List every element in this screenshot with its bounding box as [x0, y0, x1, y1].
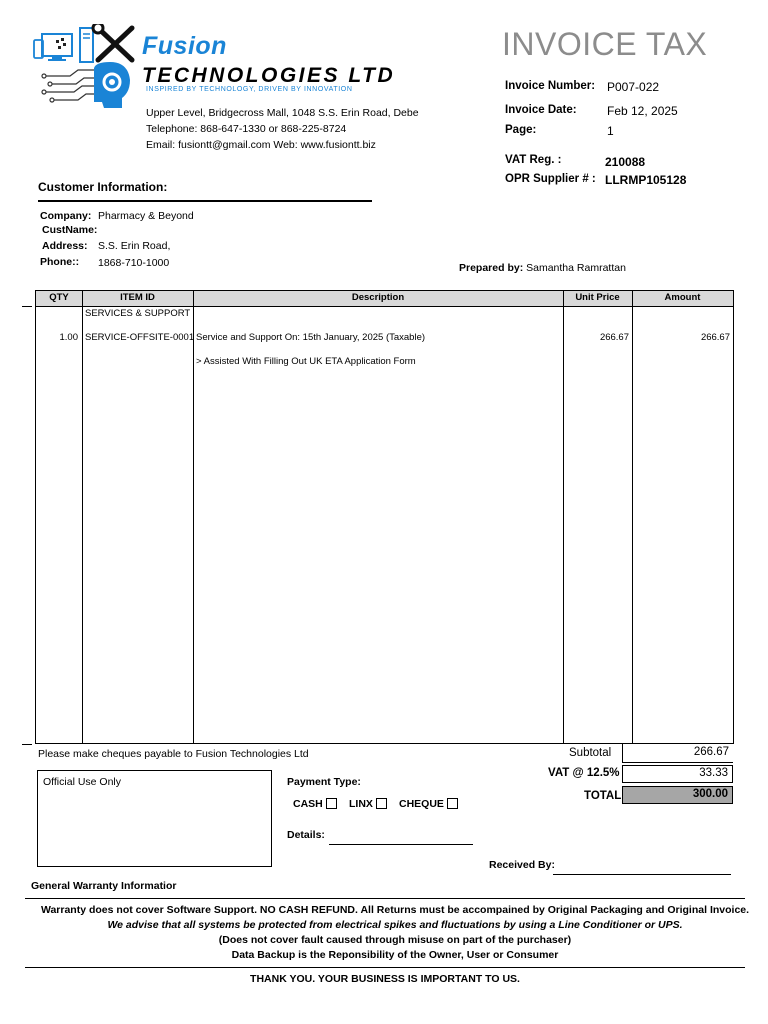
vat-label: VAT @ 12.5% — [548, 767, 620, 779]
header-item-id: ITEM ID — [120, 292, 155, 303]
linx-checkbox[interactable] — [376, 798, 387, 809]
header-unit-price: Unit Price — [575, 292, 620, 303]
customer-heading-rule — [38, 200, 372, 202]
row-unit-price: 266.67 — [599, 332, 629, 343]
cheques-note: Please make cheques payable to Fusion Technologies Ltd — [38, 748, 309, 760]
invoice-date: Feb 12, 2025 — [607, 104, 678, 118]
customer-address: S.S. Erin Road, — [98, 240, 171, 252]
payment-type-label: Payment Type: — [287, 776, 361, 788]
header-description: Description — [351, 292, 405, 303]
warranty-line-1: Warranty does not cover Software Support. NO CASH REFUND. All Returns must be accompained by Original Packaging and Original Invoice. — [40, 904, 750, 916]
header-qty: QTY — [49, 292, 69, 303]
customer-phone: 1868-710-1000 — [98, 257, 170, 269]
table-margin-tick — [22, 744, 32, 745]
row-description: Service and Support On: 15th January, 2025 (Taxable) — [196, 332, 426, 343]
column-divider — [632, 291, 633, 743]
total-value: 300.00 — [622, 786, 733, 804]
vat-value: 33.33 — [622, 765, 733, 783]
opr-supplier-label: OPR Supplier # : — [505, 173, 596, 185]
warranty-line-3: (Does not cover fault caused through misuse on part of the purchaser) — [218, 934, 572, 946]
company-name-line2: TECHNOLOGIES LTD — [142, 64, 396, 87]
company-email-web: Email: fusiontt@gmail.com Web: www.fusiontt.biz — [146, 139, 376, 151]
official-use-label: Official Use Only — [43, 776, 121, 788]
received-by-field[interactable] — [553, 874, 731, 875]
company-name-line1: Fusion — [142, 32, 227, 60]
prepared-by — [459, 262, 626, 274]
invoice-date-label: Invoice Date: — [505, 104, 577, 116]
customer-custname-label: CustName: — [42, 224, 98, 236]
company-telephone: Telephone: 868-647-1330 or 868-225-8724 — [146, 123, 347, 135]
row-qty: 1.00 — [59, 332, 78, 343]
company-logo-graphic — [30, 24, 138, 110]
payment-option-label: CHEQUE — [399, 798, 444, 810]
invoice-number-label: Invoice Number: — [505, 80, 596, 92]
column-divider — [563, 291, 564, 743]
customer-address-label: Address: — [42, 240, 88, 252]
category-label: SERVICES & SUPPORT — [85, 308, 191, 319]
customer-phone-label: Phone:: — [40, 256, 80, 268]
warranty-heading: General Warranty Informatior — [31, 880, 177, 892]
company-tagline: INSPIRED BY TECHNOLOGY, DRIVEN BY INNOVATION — [146, 86, 353, 93]
prepared-by-label: Prepared by: — [459, 262, 524, 274]
row-amount: 266.67 — [700, 332, 730, 343]
page-title: INVOICE TAX — [502, 26, 708, 62]
page-number: 1 — [607, 124, 614, 138]
warranty-line-4: Data Backup is the Reponsibility of the Owner, User or Consumer — [231, 949, 559, 961]
column-divider — [193, 291, 194, 743]
header-amount: Amount — [664, 292, 701, 303]
payment-option-cash[interactable] — [293, 798, 337, 810]
prepared-by-name: Samantha Ramrattan — [526, 262, 626, 274]
customer-company: Pharmacy & Beyond — [98, 210, 194, 222]
vat-reg-label: VAT Reg. : — [505, 154, 562, 166]
row-item-id: SERVICE-OFFSITE-0001 — [85, 332, 195, 343]
row-note: > Assisted With Filling Out UK ETA Application Form — [196, 356, 416, 367]
details-field[interactable] — [329, 844, 473, 845]
column-divider — [82, 291, 83, 743]
details-label: Details: — [287, 829, 325, 841]
opr-supplier-number: LLRMP105128 — [605, 173, 687, 187]
company-address: Upper Level, Bridgecross Mall, 1048 S.S. Erin Road, Debe — [146, 107, 419, 119]
payment-option-label: CASH — [293, 798, 323, 810]
subtotal-value: 266.67 — [622, 744, 733, 763]
warranty-line-2: We advise that all systems be protected from electrical spikes and fluctuations by using a Line Conditioner or UPS. — [107, 919, 683, 931]
payment-option-label: LINX — [349, 798, 373, 810]
received-by-label: Received By: — [489, 859, 555, 871]
official-use-box — [37, 770, 272, 867]
divider — [25, 967, 745, 968]
payment-option-cheque[interactable] — [399, 798, 458, 810]
items-table — [35, 290, 734, 744]
invoice-number: P007-022 — [607, 80, 660, 94]
vat-reg-number: 210088 — [605, 155, 646, 169]
cash-checkbox[interactable] — [326, 798, 337, 809]
divider — [25, 898, 745, 899]
payment-option-linx[interactable] — [349, 798, 387, 810]
total-label: TOTAL — [584, 790, 622, 802]
table-margin-tick — [22, 306, 32, 307]
thank-you-note: THANK YOU. YOUR BUSINESS IS IMPORTANT TO US. — [250, 973, 520, 985]
customer-company-label: Company: — [40, 210, 92, 222]
customer-info-heading: Customer Information: — [38, 180, 168, 194]
cheque-checkbox[interactable] — [447, 798, 458, 809]
subtotal-label: Subtotal — [569, 747, 612, 759]
page-label: Page: — [505, 124, 537, 136]
